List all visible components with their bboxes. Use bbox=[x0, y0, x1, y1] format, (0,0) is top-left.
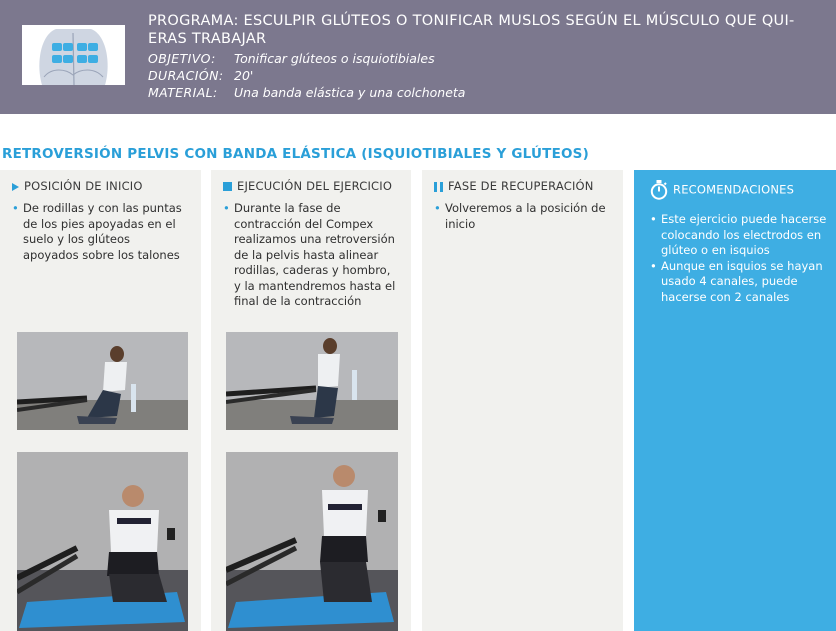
recommendations-panel bbox=[634, 170, 836, 631]
material-value: Una banda elástica y una colchoneta bbox=[234, 85, 466, 100]
list-item: • Aunque en isquios se hayan usado 4 canales, puede hacerse con 2 canales bbox=[650, 259, 828, 306]
program-title bbox=[148, 12, 823, 48]
execution-heading bbox=[223, 179, 392, 193]
objective-value: Tonificar glúteos o isquiotibiales bbox=[234, 51, 435, 66]
square-icon bbox=[223, 182, 232, 191]
man-execution-photo bbox=[226, 452, 398, 631]
electrode-placement-image bbox=[22, 25, 125, 85]
pause-icon bbox=[434, 182, 443, 192]
start-position-title: POSICIÓN DE INICIO bbox=[24, 179, 143, 193]
recommendations-list bbox=[650, 212, 828, 305]
program-title-line-2: ERAS TRABAJAR bbox=[148, 31, 267, 47]
duration-row bbox=[148, 67, 828, 84]
start-position-heading bbox=[12, 179, 143, 193]
program-title-line-1: PROGRAMA: ESCULPIR GLÚTEOS O TONIFICAR MUSLOS SEGÚN EL MÚSCULO QUE QUI- bbox=[148, 13, 795, 29]
duration-label: DURACIÓN: bbox=[148, 68, 224, 83]
start-position-column bbox=[0, 170, 201, 631]
recovery-heading bbox=[434, 179, 594, 193]
execution-list bbox=[223, 201, 399, 310]
execution-title: EJECUCIÓN DEL EJERCICIO bbox=[237, 179, 393, 193]
list-item: • De rodillas y con las puntas de los pies apoyadas en el suelo y los glúteos apoyados sobre los talones bbox=[12, 201, 188, 263]
list-item: • Volveremos a la posición de inicio bbox=[434, 201, 610, 232]
recommendations-title: RECOMENDACIONES bbox=[673, 182, 795, 197]
recovery-title: FASE DE RECUPERACIÓN bbox=[448, 179, 594, 193]
exercise-title: RETROVERSIÓN PELVIS CON BANDA ELÁSTICA (ISQUIOTIBIALES Y GLÚTEOS) bbox=[2, 146, 589, 162]
woman-execution-photo bbox=[226, 332, 398, 430]
woman-start-photo bbox=[17, 332, 188, 430]
start-position-list bbox=[12, 201, 188, 263]
recommendations-heading bbox=[650, 180, 794, 200]
program-header bbox=[0, 0, 836, 114]
stopwatch-icon bbox=[650, 180, 668, 200]
material-label: MATERIAL: bbox=[148, 85, 218, 100]
objective-row bbox=[148, 50, 828, 67]
execution-column bbox=[211, 170, 411, 631]
duration-value: 20' bbox=[234, 68, 254, 83]
recovery-column bbox=[422, 170, 623, 631]
triangle-icon bbox=[12, 183, 19, 191]
material-row bbox=[148, 84, 828, 101]
list-item: • Durante la fase de contracción del Compex realizamos una retroversión de la pelvis hasta alinear rodillas, caderas y hombro, y la mantendremos hasta el final de la contracción bbox=[223, 201, 399, 310]
man-start-photo bbox=[17, 452, 188, 631]
recovery-list bbox=[434, 201, 610, 232]
list-item: • Este ejercicio puede hacerse colocando los electrodos en glúteo o en isquios bbox=[650, 212, 828, 259]
objective-label: OBJETIVO: bbox=[148, 51, 216, 66]
glutes-electrodes-illustration bbox=[22, 25, 125, 85]
